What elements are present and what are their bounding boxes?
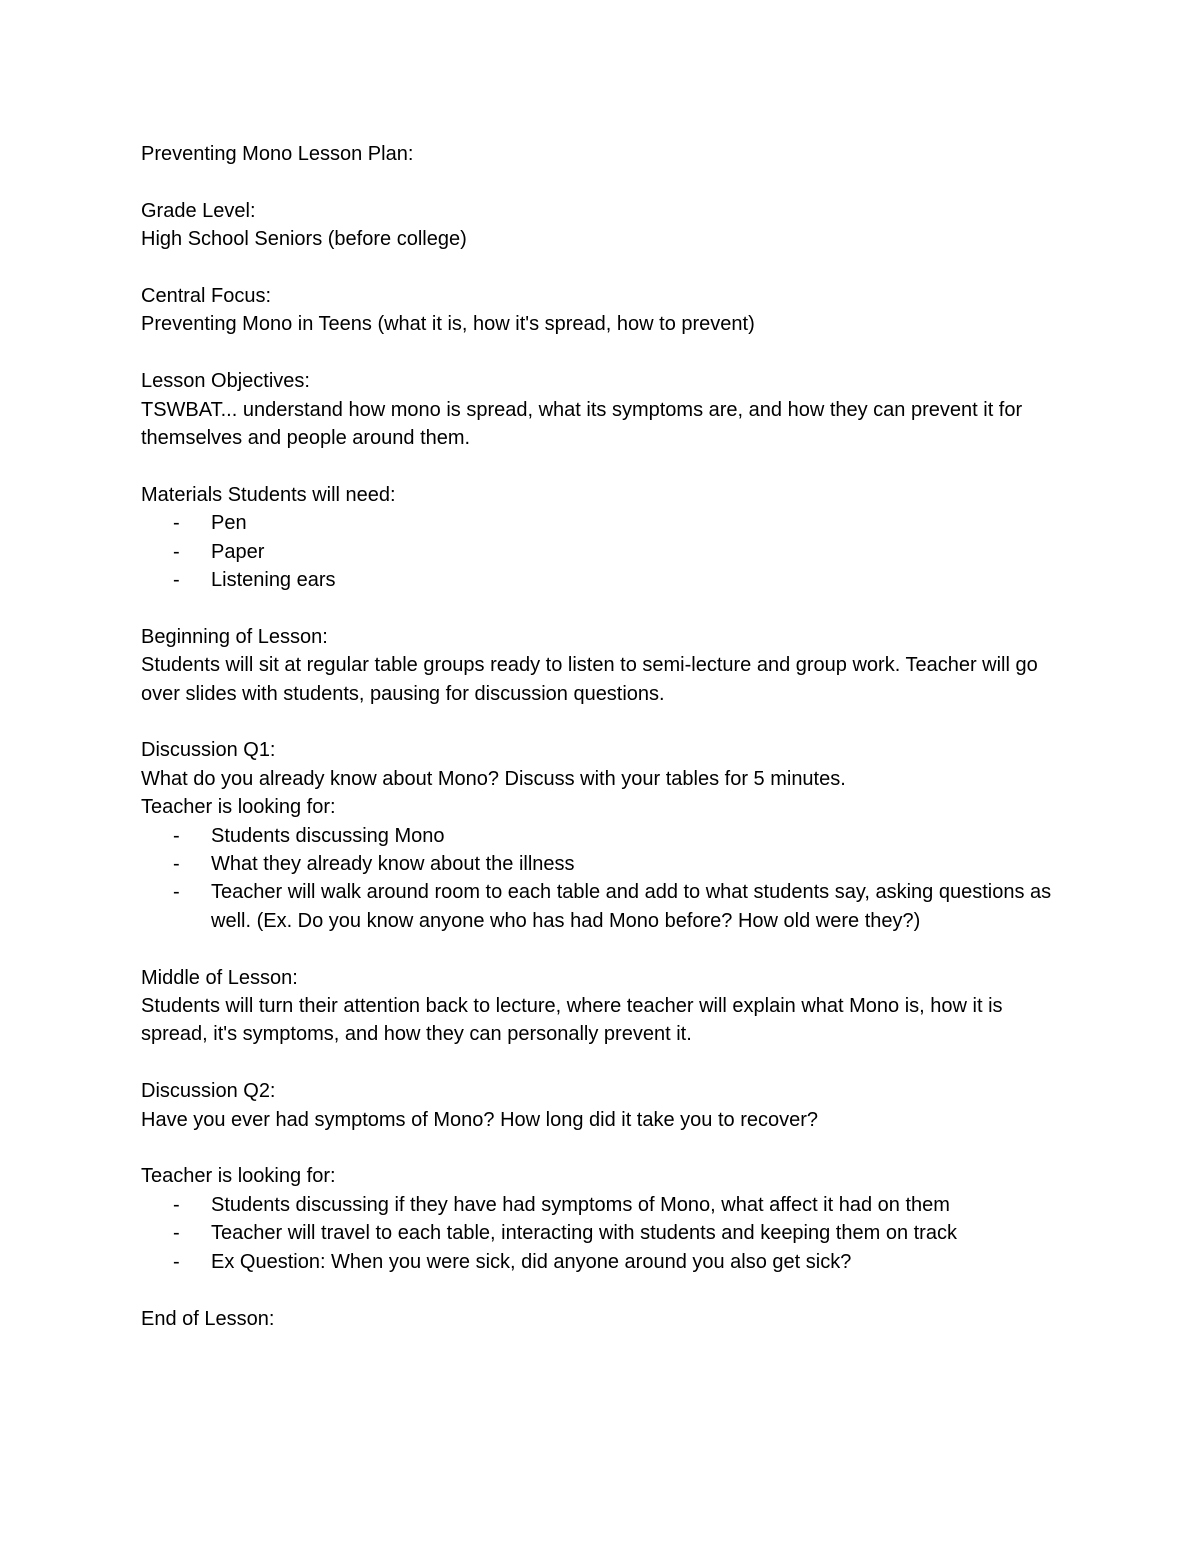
list-item [141, 850, 1061, 878]
dash-bullet: - [173, 512, 180, 535]
materials-section [141, 481, 1061, 595]
list-item [141, 538, 1061, 566]
grade-level-heading: Grade Level: [141, 199, 256, 222]
middle-heading: Middle of Lesson: [141, 966, 298, 989]
list-item-text: Students discussing if they have had symptoms of Mono, what affect it had on them [211, 1193, 950, 1216]
grade-level-section [141, 197, 1061, 254]
central-focus-section [141, 282, 1061, 339]
materials-list [141, 509, 1061, 594]
discussion-q1-list [141, 822, 1061, 936]
list-item [141, 1248, 1061, 1276]
lesson-objectives-heading: Lesson Objectives: [141, 370, 310, 393]
discussion-q1-looking-for: Teacher is looking for: [141, 796, 336, 819]
dash-bullet: - [173, 1222, 180, 1245]
dash-bullet: - [173, 853, 180, 876]
dash-bullet: - [173, 1250, 180, 1273]
list-item-text: Teacher will walk around room to each table and add to what students say, asking questions as well. (Ex. Do you know anyone who has had Mono before? How old were they?) [211, 881, 1052, 932]
grade-level-text: High School Seniors (before college) [141, 228, 467, 251]
dash-bullet: - [173, 824, 180, 847]
middle-text: Students will turn their attention back to lecture, where teacher will explain what Mono is, how it is spread, it's symptoms, and how they can personally prevent it. [141, 995, 1009, 1046]
list-item-text: Teacher will travel to each table, interacting with students and keeping them on track [211, 1222, 957, 1245]
list-item-text: Paper [211, 540, 265, 563]
list-item-text: Ex Question: When you were sick, did anyone around you also get sick? [211, 1250, 852, 1273]
lesson-objectives-section [141, 367, 1061, 452]
beginning-text: Students will sit at regular table groups ready to listen to semi-lecture and group work. Teacher will go over slides with students, pausing for discussion questions. [141, 654, 1044, 705]
central-focus-heading: Central Focus: [141, 285, 272, 307]
list-item-text: Listening ears [211, 569, 336, 592]
list-item [141, 566, 1061, 594]
discussion-q2-heading: Discussion Q2: [141, 1080, 276, 1103]
discussion-q1-question: What do you already know about Mono? Discuss with your tables for 5 minutes. [141, 767, 846, 790]
middle-section [141, 964, 1061, 1049]
discussion-q2-question: Have you ever had symptoms of Mono? How long did it take you to recover? [141, 1108, 819, 1131]
discussion-q2-list [141, 1191, 1061, 1276]
list-item [141, 509, 1061, 537]
discussion-q2-looking-for: Teacher is looking for: [141, 1165, 336, 1188]
dash-bullet: - [173, 569, 180, 592]
list-item-text: Pen [211, 512, 247, 535]
dash-bullet: - [173, 540, 180, 563]
list-item [141, 822, 1061, 850]
lesson-objectives-text: TSWBAT... understand how mono is spread, what its symptoms are, and how they can prevent it for themselves and people around them. [141, 398, 1028, 450]
list-item-text: Students discussing Mono [211, 824, 445, 847]
document-title: Preventing Mono Lesson Plan: [141, 143, 414, 165]
document-page [141, 140, 1061, 1333]
beginning-section [141, 623, 1061, 708]
dash-bullet: - [173, 881, 180, 904]
materials-heading: Materials Students will need: [141, 483, 396, 506]
dash-bullet: - [173, 1193, 180, 1216]
discussion-q1-heading: Discussion Q1: [141, 739, 276, 762]
list-item-text: What they already know about the illness [211, 853, 575, 876]
discussion-q1-section [141, 736, 1061, 935]
list-item [141, 878, 1061, 935]
beginning-heading: Beginning of Lesson: [141, 625, 328, 648]
discussion-q2-section [141, 1077, 1061, 1276]
central-focus-text: Preventing Mono in Teens (what it is, how it's spread, how to prevent) [141, 313, 755, 336]
end-heading: End of Lesson: [141, 1307, 275, 1330]
list-item [141, 1191, 1061, 1219]
end-section [141, 1305, 1061, 1333]
list-item [141, 1219, 1061, 1247]
